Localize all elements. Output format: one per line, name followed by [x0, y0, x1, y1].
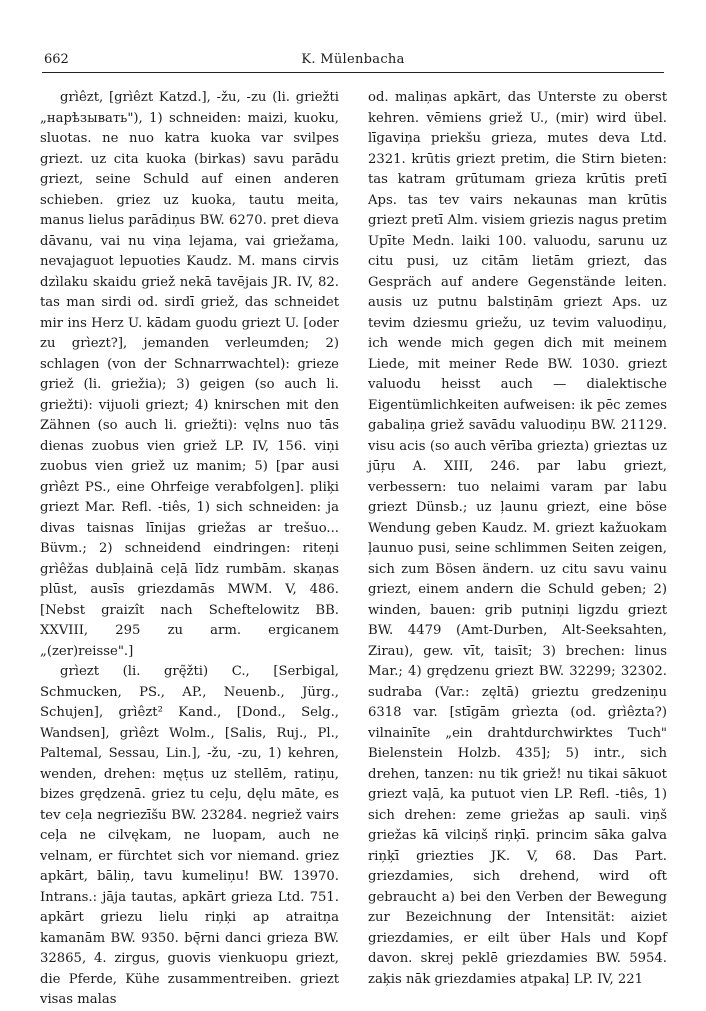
- page-number: 662: [44, 52, 69, 67]
- left-column: [40, 88, 339, 1011]
- entry-grezt-continued: od. maliņas apkārt, das Unterste zu oberst kehren. vēmiens griež U., (mir) wird übel. līgaviņa priekšu grieza, mutes deva Ltd. 2321. krūtis griezt pretim, die Stirn bieten: tas katram grūtumam grieza krūtis pretī Aps. tas tev vairs nekaunas man krūtis griezt pretī Alm. visiem griezis nagus pretim Upīte Medn. laiki 100. valuodu, sarunu uz citu pusi, uz citām lietām griezt, das Gespräch auf andere Gegenstände leiten. ausis uz putnu balstiņām griezt Aps. uz tevim dziesmu griežu, uz tevim valuodiņu, ich wende mich gegen dich mit meinem Liede, mit meiner Rede BW. 1030. griezt valuodu heisst auch — dialektische Eigentümlichkeiten aufweisen: ik pēc zemes gabaliņa griež savādu valuodiņu BW. 21129. visu acis (so auch vērība griezta) grieztas uz jūŗu A. XIII, 246. par labu griezt, verbessern: tuo nelaimi varam par labu griezt Dünsb.; uz ļaunu griezt, eine böse Wendung geben Kaudz. M. griezt kažuokam ļaunuo pusi, seine schlimmen Seiten zeigen, sich zum Bösen ändern. uz citu savu vainu griezt, einem andern die Schuld geben; 2) winden, bauen: grib putniņi ligzdu griezt BW. 4479 (Amt-Durben, Alt-Seeksahten, Zirau), gew. vīt, taisīt; 3) brechen: linus Mar.; 4) grędzenu griezt BW. 32299; 32302. sudraba (Var.: zęltā) grieztu gredzeniņu 6318 var. [stīgām grìezta (od. grìêzta?) vilnainīte „ein drahtdurchwirktes Tuch" Bielenstein Holzb. 435]; 5) intr., sich drehen, tanzen: nu tik griež! nu tikai sākuot griezt vaļā, ka putuot vien LP. Refl. -tiês, 1) sich drehen: zeme griežas ap sauli. viņš griežas kā vilciņš riņķī. princim sāka galva riņķī griezties JK. V, 68. Das Part. griezdamies, sich drehend, wird oft gebraucht a) bei den Verben der Bewegung zur Bezeichnung der Intensität: aiziet griezdamies, er eilt über Hals und Kopf davon. skrej peklē griezdamies BW. 5954. zaķis nāk griezdamies atpakaļ LP. IV, 221: [368, 90, 667, 987]
- right-column: [368, 88, 667, 990]
- page-header: [42, 48, 664, 73]
- entry-grizt-1: grìêzt, [grìêzt Katzd.], -žu, -zu (li. griežti „нарѣзывать"), 1) schneiden: maizi, kuoku, sluotas. ne nuo katra kuoka var svilpes griezt. uz cita kuoka (birkas) savu parādu griezt, seine Schuld auf einen anderen schieben. griez uz kuoka, tautu meita, manus lielus parādiņus BW. 6270. pret dieva dāvanu, vai nu viņa lejama, vai griežama, nevajaguot lepuoties Kaudz. M. mans cirvis dzìlaku skaidu griež nekā tavējais JR. IV, 82. tas man sirdi od. sirdī griež, das schneidet mir ins Herz U. kādam guodu griezt U. [oder zu grìezt?], jemanden verleumden; 2) schlagen (von der Schnarrwachtel): grieze griež (li. griežia); 3) geigen (so auch li. griežti): vijuoli griezt; 4) knirschen mit den Zähnen (so auch li. griežti): vęlns nuo tās dienas zuobus vien griež LP. IV, 156. viņi zuobus vien griež uz manim; 5) [par ausi grìêzt PS., eine Ohrfeige verabfolgen]. pliķi griezt Mar. Refl. -tiês, 1) sich schneiden: ja divas taisnas līnijas griežas ar trešuo... Büvm.; 2) schneidend eindringen: riteņi grìêžas dubļainā ceļā līdz rumbām. skaņas plūst, ausīs griezdamās MWM. V, 486. [Nebst graizît nach Scheftelowitz BB. XXVIII, 295 zu arm. ergicanem „(zer)reisse".]: [40, 90, 339, 659]
- running-title: K. Mülenbacha: [301, 52, 405, 67]
- entry-grezt-2: grìezt (li. grę̃žti) C., [Serbigal, Schmucken, PS., AP., Neuenb., Jürg., Schujen], grìêzt² Kand., [Dond., Selg., Wandsen], grìêzt Wolm., [Salis, Ruj., Pl., Paltemal, Sessau, Lin.], -žu, -zu, 1) kehren, wenden, drehen: męṭus uz stellēm, ratiņu, bizes grędzenā. griez tu ceļu, dęlu māte, es tev ceļa negriezīšu BW. 23284. negriež vairs ceļa ne cilvękam, ne luopam, auch ne velnam, er fürchtet sich vor niemand. griez apkārt, bāliņ, tavu kumeliņu! BW. 13970. Intrans.: jāja tautas, apkārt grieza Ltd. 751. apkārt griezu lielu riņķi ap atraitņa kamanām BW. 9350. bę̄rni danci grieza BW. 32865, 4. zirgus, guovis vienkuopu griezt, die Pferde, Kühe zusammentreiben. griezt visas malas: [40, 664, 339, 1007]
